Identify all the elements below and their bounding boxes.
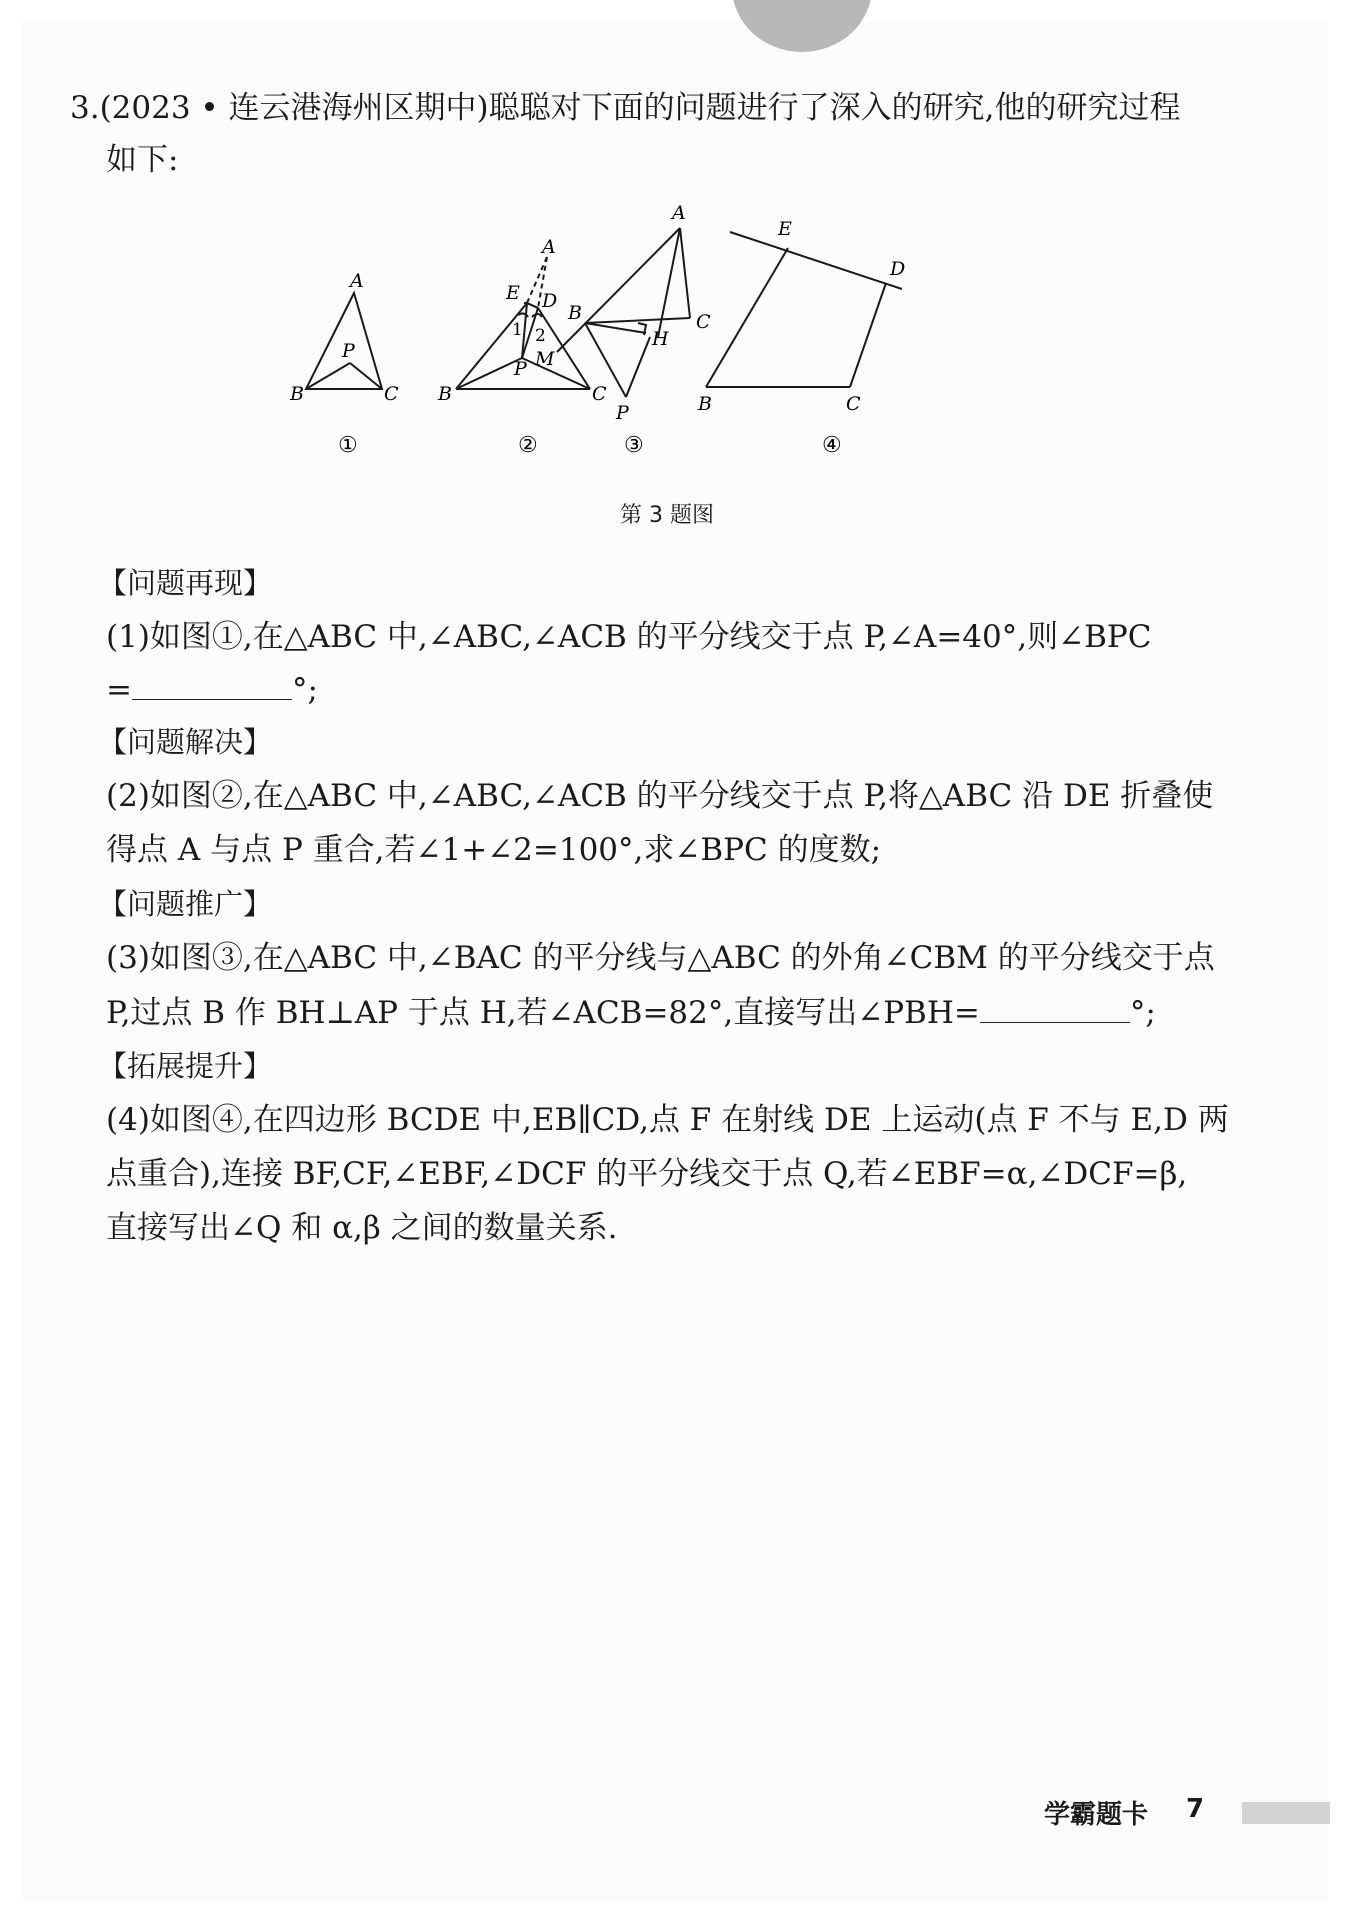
section-heading-4: 【拓展提升】 <box>98 1049 273 1083</box>
q1-equals: = <box>106 672 132 708</box>
fig1-number: ① <box>338 433 358 458</box>
fig2-label-a: A <box>542 236 556 258</box>
fig1-label-c: C <box>384 383 399 405</box>
figure-caption: 第 3 题图 <box>620 503 714 528</box>
q4-line-2: 点重合),连接 BF,CF,∠EBF,∠DCF 的平分线交于点 Q,若∠EBF=α,∠DCF=β, <box>106 1156 1188 1192</box>
fig3-number: ③ <box>624 433 644 458</box>
q1-tail: °; <box>291 672 318 708</box>
fig2-number: ② <box>518 433 538 458</box>
fig2-label-b: B <box>438 383 452 405</box>
fig3-label-h: H <box>652 328 669 350</box>
q2-line-2: 得点 A 与点 P 重合,若∠1+∠2=100°,求∠BPC 的度数; <box>106 832 882 868</box>
q1-line-2 <box>106 669 1276 710</box>
fig4-label-b: B <box>698 393 712 415</box>
fig4-number: ④ <box>822 433 842 458</box>
fig4-label-c: C <box>846 393 861 415</box>
fig3-label-p: P <box>616 402 629 424</box>
q2-line-1: (2)如图②,在△ABC 中,∠ABC,∠ACB 的平分线交于点 P,将△ABC 沿 DE 折叠使 <box>106 778 1214 814</box>
fig3-label-b: B <box>568 302 582 324</box>
geometry-figures <box>270 195 1090 475</box>
q4-line-3: 直接写出∠Q 和 α,β 之间的数量关系. <box>106 1210 618 1246</box>
fig2-label-e: E <box>506 282 520 304</box>
section-heading-1: 【问题再现】 <box>98 566 273 600</box>
section-heading-3: 【问题推广】 <box>98 887 273 921</box>
footer-title: 学霸题卡 <box>1044 1800 1149 1830</box>
footer-decoration <box>1242 1802 1330 1824</box>
q1-line-1: (1)如图①,在△ABC 中,∠ABC,∠ACB 的平分线交于点 P,∠A=40°,则∠BPC <box>106 619 1152 655</box>
q3-text: P,过点 B 作 BH⊥AP 于点 H,若∠ACB=82°,直接写出∠PBH= <box>106 995 980 1031</box>
page-number: 7 <box>1186 1794 1205 1824</box>
q3-tail: °; <box>1129 995 1156 1031</box>
fig1-label-p: P <box>342 340 355 362</box>
fig2-angle-1: 1 <box>512 320 523 340</box>
q3-line-1: (3)如图③,在△ABC 中,∠BAC 的平分线与△ABC 的外角∠CBM 的平分线交于点 <box>106 940 1215 976</box>
fig4-label-e: E <box>778 218 792 240</box>
fig2-label-p: P <box>514 358 527 380</box>
q4-line-1: (4)如图④,在四边形 BCDE 中,EB∥CD,点 F 在射线 DE 上运动(点 F 不与 E,D 两 <box>106 1102 1229 1138</box>
section-heading-2: 【问题解决】 <box>98 725 273 759</box>
fig1-label-b: B <box>290 383 304 405</box>
problem-line-2: 如下: <box>106 142 179 178</box>
fig2-label-d: D <box>542 290 558 312</box>
q1-answer-blank[interactable] <box>132 669 292 700</box>
fig1-label-a: A <box>350 270 364 292</box>
q3-answer-blank[interactable] <box>980 992 1130 1023</box>
fig3-label-c: C <box>696 311 711 333</box>
fig3-label-m: M <box>535 348 555 370</box>
fig2-angle-2: 2 <box>535 326 546 346</box>
problem-line-1: 3.(2023 • 连云港海州区期中)聪聪对下面的问题进行了深入的研究,他的研究过程 <box>70 90 1181 126</box>
fig2-label-c: C <box>592 383 607 405</box>
fig4-label-d: D <box>890 258 906 280</box>
fig3-label-a: A <box>672 202 686 224</box>
figure-4 <box>706 232 902 387</box>
q3-line-2 <box>106 992 1276 1033</box>
